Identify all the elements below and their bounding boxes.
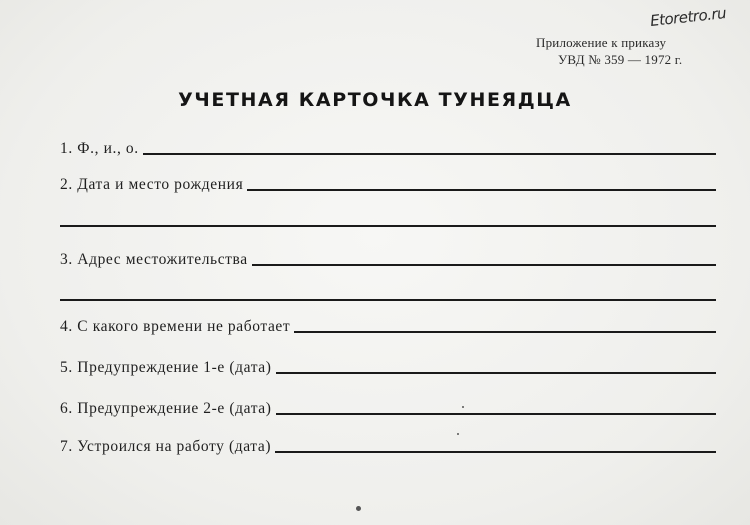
field-label: 2. Дата и место рождения (60, 176, 244, 193)
fill-line[interactable] (294, 331, 716, 333)
annex-note (536, 34, 682, 68)
field-warning-1 (60, 355, 716, 377)
paper-speck (356, 506, 361, 511)
fill-line-continuation[interactable] (60, 299, 716, 301)
field-label: 7. Устроился на работу (дата) (60, 438, 272, 455)
field-full-name (60, 136, 716, 158)
field-birth-date-place (60, 172, 716, 194)
paper-speck (462, 406, 464, 408)
fill-line[interactable] (143, 153, 716, 155)
fill-line[interactable] (275, 451, 716, 453)
annex-line-2: УВД № 359 — 1972 г. (558, 52, 683, 67)
fill-line[interactable] (276, 413, 717, 415)
fill-line[interactable] (276, 372, 717, 374)
field-label: 5. Предупреждение 1-е (дата) (60, 359, 272, 376)
field-warning-2 (60, 396, 716, 418)
fill-line[interactable] (252, 264, 716, 266)
annex-line-1: Приложение к приказу (536, 35, 667, 50)
field-label: 3. Адрес местожительства (60, 251, 248, 268)
field-label: 1. Ф., и., о. (60, 140, 139, 157)
watermark: Etoretro.ru (649, 4, 727, 30)
field-unemployed-since (60, 314, 716, 336)
fill-line-continuation[interactable] (60, 225, 716, 227)
card-title: УЧЕТНАЯ КАРТОЧКА ТУНЕЯДЦА (178, 89, 572, 111)
field-label: 6. Предупреждение 2-е (дата) (60, 400, 272, 417)
fill-line[interactable] (247, 189, 716, 191)
field-employed-date (60, 434, 716, 456)
field-label: 4. С какого времени не работает (60, 318, 291, 335)
paper-speck (457, 433, 459, 435)
field-address (60, 247, 716, 269)
